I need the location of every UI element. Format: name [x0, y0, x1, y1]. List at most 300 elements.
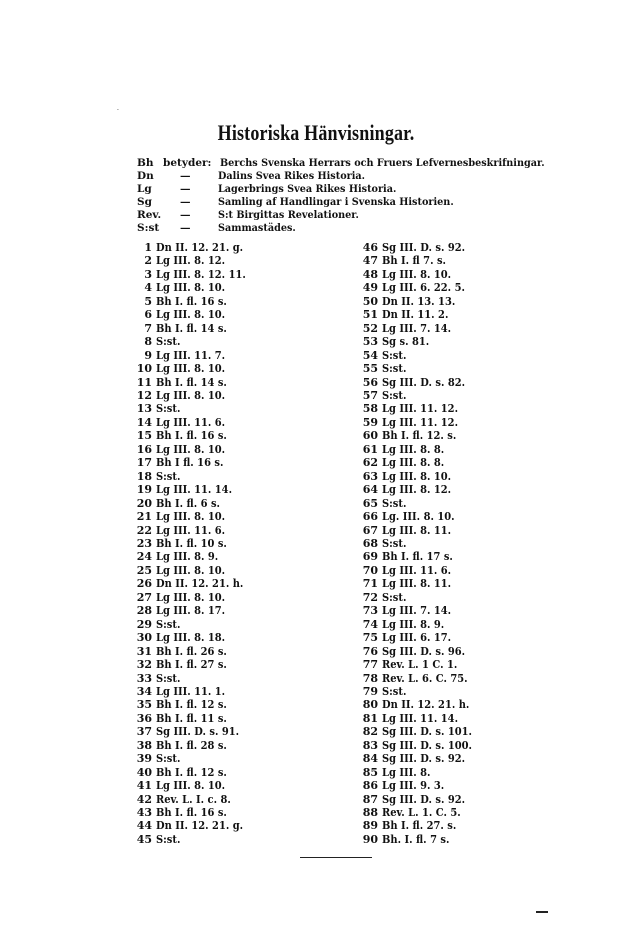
reference-citation: Lg III. 11. 7. [156, 348, 226, 362]
reference-citation: Bh I. fl 7. s. [382, 254, 446, 268]
reference-citation: Lg III. 8. 10. [156, 563, 226, 577]
reference-citation: Dn II. 13. 13. [382, 294, 456, 308]
reference-entry [360, 429, 482, 442]
reference-entry [360, 806, 482, 819]
reference-citation: Lg III. 7. 14. [382, 321, 452, 335]
reference-number: 22 [136, 523, 152, 537]
reference-citation: Lg III. 8. 9. [156, 550, 219, 564]
reference-citation: Bh I. fl. 16 s. [156, 806, 227, 820]
reference-citation: Lg III. 8. 11. [382, 523, 452, 537]
reference-citation: S:st. [156, 832, 181, 846]
reference-number: 63 [362, 469, 378, 483]
reference-number: 18 [136, 469, 152, 483]
reference-entry [134, 483, 256, 496]
reference-number: 23 [136, 536, 152, 550]
reference-citation: S:st. [156, 335, 181, 349]
reference-number: 60 [362, 429, 378, 443]
reference-entry [134, 308, 256, 321]
reference-citation: Lg III. 8. 8. [382, 456, 445, 470]
reference-entry [134, 322, 256, 335]
reference-entry [134, 376, 256, 389]
reference-number: 38 [136, 738, 152, 752]
reference-citation: Bh I. fl. 11 s. [156, 711, 227, 725]
reference-number: 24 [136, 550, 152, 564]
reference-number: 89 [362, 819, 378, 833]
reference-number: 53 [362, 335, 378, 349]
reference-entry [134, 443, 256, 456]
reference-citation: Bh. I. fl. 7 s. [382, 832, 450, 846]
reference-entry [134, 604, 256, 617]
legend-description: S:t Birgittas Revelationer. [218, 209, 359, 221]
reference-number: 13 [136, 402, 152, 416]
reference-number: 25 [136, 563, 152, 577]
reference-entry [360, 483, 482, 496]
reference-entry [360, 793, 482, 806]
reference-entry [360, 685, 482, 698]
reference-citation: Bh I. fl. 12 s. [156, 765, 227, 779]
reference-entry [134, 577, 256, 590]
reference-citation: Sg s. 81. [382, 335, 430, 349]
reference-number: 61 [362, 442, 378, 456]
reference-number: 78 [362, 671, 378, 685]
legend-dash: — [180, 209, 191, 221]
reference-number: 33 [136, 671, 152, 685]
reference-entry [134, 254, 256, 267]
reference-citation: Lg III. 8. 8. [382, 442, 445, 456]
reference-citation: Bh I. fl. 27. s. [382, 819, 457, 833]
reference-number: 14 [136, 415, 152, 429]
reference-entry [134, 658, 256, 671]
reference-number: 37 [136, 725, 152, 739]
reference-citation: Lg III. 11. 12. [382, 402, 459, 416]
reference-number: 17 [136, 456, 152, 470]
reference-citation: Lg III. 11. 14. [382, 711, 459, 725]
reference-number: 15 [136, 429, 152, 443]
reference-entry [360, 564, 482, 577]
reference-entry [360, 779, 482, 792]
legend-description: Berchs Svenska Herrars och Fruers Lefvernesbeskrifningar. [220, 157, 545, 169]
reference-number: 88 [362, 806, 378, 820]
reference-entry [134, 497, 256, 510]
reference-entry [360, 254, 482, 267]
reference-number: 47 [362, 254, 378, 268]
legend-abbreviation: Bh [137, 157, 154, 169]
reference-entry [360, 362, 482, 375]
reference-number: 55 [362, 362, 378, 376]
reference-citation: Lg III. 8. 9. [382, 617, 445, 631]
reference-entry [134, 429, 256, 442]
legend-row [137, 183, 587, 196]
reference-citation: Lg III. 8. 10. [156, 308, 226, 322]
reference-entry [360, 752, 482, 765]
reference-number: 75 [362, 631, 378, 645]
reference-entry [134, 335, 256, 348]
stray-dot-mark: · [117, 107, 119, 114]
reference-number: 45 [136, 832, 152, 846]
reference-entry [360, 698, 482, 711]
legend-betyder: betyder: [163, 157, 212, 169]
reference-number: 66 [362, 510, 378, 524]
reference-number: 16 [136, 442, 152, 456]
reference-entry [360, 833, 482, 846]
reference-citation: Rev. L. 1. C. 5. [382, 806, 461, 820]
reference-number: 28 [136, 604, 152, 618]
reference-number: 31 [136, 644, 152, 658]
reference-citation: Lg III. 6. 22. 5. [382, 281, 465, 295]
reference-entry [360, 349, 482, 362]
reference-number: 12 [136, 388, 152, 402]
reference-citation: Lg III. 8. 18. [156, 631, 226, 645]
reference-entry [134, 793, 256, 806]
reference-entry [360, 241, 482, 254]
reference-citation: S:st. [382, 388, 407, 402]
reference-citation: Lg III. 8. 10. [382, 267, 452, 281]
reference-citation: Lg III. 8. 10. [382, 469, 452, 483]
reference-entry [360, 308, 482, 321]
reference-number: 9 [144, 348, 152, 362]
legend-abbreviation: Sg [137, 196, 152, 208]
reference-number: 52 [362, 321, 378, 335]
reference-entry [134, 537, 256, 550]
reference-entry [134, 362, 256, 375]
reference-number: 21 [136, 510, 152, 524]
reference-citation: S:st. [382, 362, 407, 376]
reference-entry [360, 456, 482, 469]
reference-entry [360, 550, 482, 563]
reference-entry [134, 739, 256, 752]
reference-citation: S:st. [156, 752, 181, 766]
reference-entry [134, 766, 256, 779]
reference-entry [360, 819, 482, 832]
reference-entry [360, 497, 482, 510]
reference-entry [134, 779, 256, 792]
reference-number: 40 [136, 765, 152, 779]
reference-number: 86 [362, 779, 378, 793]
reference-number: 19 [136, 483, 152, 497]
reference-entry [134, 416, 256, 429]
reference-number: 79 [362, 684, 378, 698]
reference-entry [134, 389, 256, 402]
reference-citation: Lg III. 8. 17. [156, 604, 226, 618]
reference-citation: Sg III. D. s. 92. [382, 792, 466, 806]
reference-entry [360, 658, 482, 671]
reference-citation: Bh I. fl. 16 s. [156, 429, 227, 443]
reference-citation: S:st. [156, 402, 181, 416]
reference-citation: Lg III. 11. 6. [156, 523, 226, 537]
reference-number: 62 [362, 456, 378, 470]
reference-entry [134, 241, 256, 254]
reference-entry [360, 376, 482, 389]
reference-number: 48 [362, 267, 378, 281]
reference-citation: Lg III. 8. 10. [156, 281, 226, 295]
reference-entry [360, 725, 482, 738]
reference-citation: Lg III. 11. 6. [382, 563, 452, 577]
reference-number: 30 [136, 631, 152, 645]
right-reference-column [360, 241, 482, 846]
reference-entry [134, 819, 256, 832]
reference-entry [360, 389, 482, 402]
reference-number: 44 [136, 819, 152, 833]
reference-citation: S:st. [382, 536, 407, 550]
reference-citation: Bh I. fl. 14 s. [156, 321, 227, 335]
reference-number: 72 [362, 590, 378, 604]
reference-citation: Lg III. 8. 10. [156, 590, 226, 604]
reference-citation: Lg III. 8. 12. [156, 254, 226, 268]
reference-entry [134, 268, 256, 281]
reference-number: 20 [136, 496, 152, 510]
reference-entry [134, 806, 256, 819]
reference-citation: S:st. [156, 671, 181, 685]
reference-entry [360, 335, 482, 348]
reference-number: 29 [136, 617, 152, 631]
reference-number: 90 [362, 832, 378, 846]
reference-citation: Bh I. fl. 27 s. [156, 658, 227, 672]
reference-number: 4 [144, 281, 152, 295]
reference-citation: Dn II. 12. 21. h. [156, 577, 244, 591]
legend-description: Sammastädes. [218, 222, 296, 234]
reference-citation: Lg III. 8. 10. [156, 388, 226, 402]
reference-number: 73 [362, 604, 378, 618]
reference-entry [134, 833, 256, 846]
reference-entry [134, 672, 256, 685]
reference-citation: S:st. [382, 590, 407, 604]
reference-citation: Lg III. 8. 10. [156, 442, 226, 456]
reference-number: 76 [362, 644, 378, 658]
reference-citation: S:st. [382, 684, 407, 698]
reference-entry [134, 524, 256, 537]
reference-citation: Lg III. 8. 10. [156, 510, 226, 524]
reference-citation: Lg III. 8. 10. [156, 362, 226, 376]
reference-entry [134, 725, 256, 738]
reference-number: 7 [144, 321, 152, 335]
reference-number: 46 [362, 241, 378, 254]
reference-citation: Lg III. 8. 12. [382, 483, 452, 497]
abbreviation-legend [137, 157, 587, 235]
reference-citation: Bh I. fl. 6 s. [156, 496, 220, 510]
reference-number: 27 [136, 590, 152, 604]
reference-entry [360, 443, 482, 456]
reference-citation: Lg III. 8. [382, 765, 431, 779]
closing-rule [300, 857, 372, 858]
page-title: Historiska Hänvisningar. [217, 120, 415, 145]
reference-entry [360, 618, 482, 631]
reference-number: 11 [136, 375, 152, 389]
reference-number: 34 [136, 684, 152, 698]
reference-entry [360, 631, 482, 644]
reference-entry [134, 564, 256, 577]
reference-entry [134, 470, 256, 483]
reference-entry [134, 402, 256, 415]
reference-number: 5 [144, 294, 152, 308]
reference-entry [134, 456, 256, 469]
reference-entry [360, 577, 482, 590]
legend-description: Lagerbrings Svea Rikes Historia. [218, 183, 397, 195]
reference-citation: Dn II. 12. 21. h. [382, 698, 470, 712]
reference-entry [360, 645, 482, 658]
reference-entry [134, 712, 256, 725]
reference-citation: Lg III. 8. 12. 11. [156, 267, 246, 281]
reference-number: 43 [136, 806, 152, 820]
reference-entry [134, 645, 256, 658]
reference-citation: Dn II. 12. 21. g. [156, 819, 244, 833]
legend-abbreviation: Dn [137, 170, 154, 182]
reference-citation: Sg III. D. s. 91. [156, 725, 240, 739]
reference-number: 74 [362, 617, 378, 631]
legend-description: Dalins Svea Rikes Historia. [218, 170, 366, 182]
reference-number: 77 [362, 658, 378, 672]
reference-entry [134, 618, 256, 631]
reference-entry [360, 712, 482, 725]
reference-entry [360, 672, 482, 685]
reference-entry [134, 510, 256, 523]
reference-number: 26 [136, 577, 152, 591]
reference-entry [134, 591, 256, 604]
reference-number: 35 [136, 698, 152, 712]
reference-citation: Bh I. fl. 10 s. [156, 536, 227, 550]
legend-row [137, 170, 587, 183]
reference-citation: Bh I. fl. 12 s. [156, 698, 227, 712]
reference-number: 6 [144, 308, 152, 322]
legend-dash: — [180, 170, 191, 182]
reference-citation: Lg III. 7. 14. [382, 604, 452, 618]
reference-entry [360, 416, 482, 429]
reference-number: 85 [362, 765, 378, 779]
reference-citation: Bh I. fl. 14 s. [156, 375, 227, 389]
reference-entry [360, 402, 482, 415]
reference-citation: S:st. [156, 469, 181, 483]
reference-number: 87 [362, 792, 378, 806]
reference-entry [360, 295, 482, 308]
reference-entry [134, 685, 256, 698]
reference-number: 41 [136, 779, 152, 793]
reference-number: 58 [362, 402, 378, 416]
reference-entry [360, 591, 482, 604]
reference-citation: Bh I. fl. 28 s. [156, 738, 227, 752]
reference-citation: Lg III. 11. 1. [156, 684, 226, 698]
reference-entry [360, 537, 482, 550]
reference-number: 3 [144, 267, 152, 281]
reference-citation: Sg III. D. s. 92. [382, 752, 466, 766]
reference-number: 80 [362, 698, 378, 712]
left-reference-column [134, 241, 256, 846]
reference-entry [134, 281, 256, 294]
legend-abbreviation: S:st [137, 222, 160, 234]
reference-citation: Lg III. 11. 14. [156, 483, 233, 497]
reference-number: 71 [362, 577, 378, 591]
reference-entry [360, 322, 482, 335]
reference-entry [134, 752, 256, 765]
reference-citation: Bh I. fl. 16 s. [156, 294, 227, 308]
reference-citation: Lg III. 8. 10. [156, 779, 226, 793]
reference-entry [360, 281, 482, 294]
reference-entry [360, 470, 482, 483]
reference-number: 84 [362, 752, 378, 766]
reference-number: 65 [362, 496, 378, 510]
legend-row [137, 196, 587, 209]
reference-entry [134, 295, 256, 308]
reference-number: 50 [362, 294, 378, 308]
reference-citation: Bh I fl. 16 s. [156, 456, 224, 470]
reference-number: 49 [362, 281, 378, 295]
reference-citation: Lg III. 11. 6. [156, 415, 226, 429]
reference-entry [360, 510, 482, 523]
reference-citation: S:st. [382, 496, 407, 510]
reference-entry [134, 349, 256, 362]
legend-abbreviation: Rev. [137, 209, 162, 221]
reference-number: 1 [144, 241, 152, 254]
reference-number: 67 [362, 523, 378, 537]
reference-citation: Rev. L. 6. C. 75. [382, 671, 468, 685]
reference-entry [134, 550, 256, 563]
reference-citation: Lg III. 9. 3. [382, 779, 445, 793]
reference-number: 56 [362, 375, 378, 389]
legend-abbreviation: Lg [137, 183, 152, 195]
reference-number: 68 [362, 536, 378, 550]
reference-number: 54 [362, 348, 378, 362]
reference-entry [360, 604, 482, 617]
reference-number: 10 [136, 362, 152, 376]
reference-entry [134, 631, 256, 644]
legend-dash: — [180, 183, 191, 195]
reference-citation: Rev. L. I. c. 8. [156, 792, 231, 806]
reference-number: 57 [362, 388, 378, 402]
reference-citation: Sg III. D. s. 96. [382, 644, 466, 658]
reference-citation: Sg III. D. s. 100. [382, 738, 473, 752]
legend-description: Samling af Handlingar i Svenska Historien. [218, 196, 454, 208]
reference-number: 81 [362, 711, 378, 725]
reference-citation: Lg III. 6. 17. [382, 631, 452, 645]
reference-citation: S:st. [382, 348, 407, 362]
reference-entry [134, 698, 256, 711]
reference-citation: Lg III. 11. 12. [382, 415, 459, 429]
legend-dash: — [180, 196, 191, 208]
legend-row [137, 209, 587, 222]
legend-row [137, 157, 587, 170]
reference-citation: Dn II. 11. 2. [382, 308, 449, 322]
reference-citation: Bh I. fl. 12. s. [382, 429, 457, 443]
reference-entry [360, 739, 482, 752]
reference-number: 39 [136, 752, 152, 766]
reference-number: 42 [136, 792, 152, 806]
reference-number: 64 [362, 483, 378, 497]
reference-entry [360, 766, 482, 779]
reference-number: 8 [144, 335, 152, 349]
reference-citation: Lg. III. 8. 10. [382, 510, 455, 524]
reference-citation: Rev. L. 1 C. 1. [382, 658, 458, 672]
legend-dash: — [180, 222, 191, 234]
reference-number: 82 [362, 725, 378, 739]
reference-citation: Bh I. fl. 17 s. [382, 550, 453, 564]
reference-entry [360, 268, 482, 281]
reference-number: 59 [362, 415, 378, 429]
reference-number: 70 [362, 563, 378, 577]
reference-number: 83 [362, 738, 378, 752]
reference-citation: Sg III. D. s. 82. [382, 375, 466, 389]
reference-number: 36 [136, 711, 152, 725]
reference-number: 2 [144, 254, 152, 268]
reference-citation: Sg III. D. s. 101. [382, 725, 473, 739]
reference-citation: S:st. [156, 617, 181, 631]
legend-row [137, 222, 587, 235]
reference-citation: Bh I. fl. 26 s. [156, 644, 227, 658]
reference-citation: Lg III. 8. 11. [382, 577, 452, 591]
reference-citation: Dn II. 12. 21. g. [156, 241, 244, 254]
corner-mark [536, 911, 548, 913]
reference-number: 32 [136, 658, 152, 672]
reference-entry [360, 524, 482, 537]
reference-number: 51 [362, 308, 378, 322]
reference-citation: Sg III. D. s. 92. [382, 241, 466, 254]
